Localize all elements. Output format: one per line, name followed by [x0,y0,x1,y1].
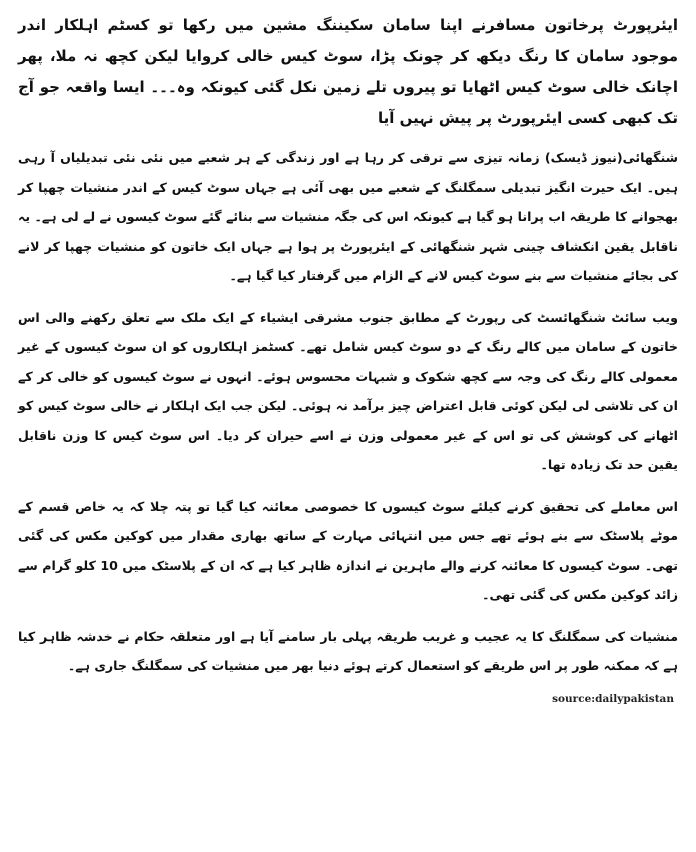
article-lead: ایئرپورٹ پرخاتون مسافرنے اپنا سامان سکیننگ مشین میں رکھا تو کسٹم اہلکار اندر موجود سامان کا رنگ دیکھ کر چونک پڑا، سوٹ کیس خالی کروایا لیکن کچھ نہ ملا، پھر اچانک خالی سوٹ کیس اٹھایا تو پیروں تلے زمین نکل گئی کیونکہ وہ۔۔۔ ایسا واقعہ جو آج تک کبھی کسی ایئرپورٹ پر پیش نہیں آیا [18,16,678,127]
source-credit: source:dailypakistan [552,692,674,705]
article-paragraph-4: منشیات کی سمگلنگ کا یہ عجیب و غریب طریقہ پہلی بار سامنے آیا ہے اور متعلقہ حکام نے خدشہ ظاہر کیا ہے کہ ممکنہ طور پر اس طریقے کو استعمال کرتے ہوئے دنیا بھر میں منشیات کی سمگلنگ جاری ہے۔ [18,628,678,673]
article-paragraph-3: اس معاملے کی تحقیق کرنے کیلئے سوٹ کیسوں کا خصوصی معائنہ کیا گیا تو پتہ چلا کہ یہ خاص قسم کے موٹے پلاسٹک سے بنے ہوئے تھے جس میں انتہائی مہارت کے ساتھ بھاری مقدار میں کوکین مکس کی گئی تھی۔ سوٹ کیسوں کا معائنہ کرنے والے ماہرین نے اندازہ ظاہر کیا ہے کہ ان کے پلاسٹک میں 10 کلو گرام سے زائد کوکین مکس کی گئی تھی۔ [18,498,678,602]
article-paragraph-2: ویب سائٹ شنگھائسٹ کی رپورٹ کے مطابق جنوب مشرقی ایشیاء کے ایک ملک سے تعلق رکھنے والی اس خاتون کے سامان میں کالے رنگ کے دو سوٹ کیس شامل تھے۔ کسٹمز اہلکاروں کو ان سوٹ کیسوں کے غیر معمولی کالے رنگ کی وجہ سے کچھ شکوک و شبہات محسوس ہوئے۔ انہوں نے سوٹ کیسوں کو خالی کر کے ان کی تلاشی لی لیکن کوئی قابل اعتراض چیز برآمد نہ ہوئی۔ لیکن جب ایک اہلکار نے خالی سوٹ کیس کو اٹھانے کی کوشش کی تو اس کے غیر معمولی وزن نے اسے حیران کر دیا۔ اس سوٹ کیس کا وزن ناقابل یقین حد تک زیادہ تھا۔ [18,309,678,472]
article-paragraph-1: شنگھائی(نیوز ڈیسک) زمانہ تیزی سے ترقی کر رہا ہے اور زندگی کے ہر شعبے میں نئی نئی تبدیلیاں آ رہی ہیں۔ ایک حیرت انگیز تبدیلی سمگلنگ کے شعبے میں بھی آئی ہے جہاں سوٹ کیس کے اندر منشیات چھپا کر بھجوانے کا طریقہ اب پرانا ہو گیا ہے کیونکہ اس کی جگہ منشیات سے بنائے گئے سوٹ کیسوں نے لے لی ہے۔ یہ ناقابل یقین انکشاف چینی شہر شنگھائی کے ایئرپورٹ پر ہوا ہے جہاں ایک خاتون کو منشیات چھپا کر لانے کی بجائے منشیات سے بنے سوٹ کیس لانے کے الزام میں گرفتار کیا گیا ہے۔ [18,150,678,283]
article-body [18,10,678,681]
